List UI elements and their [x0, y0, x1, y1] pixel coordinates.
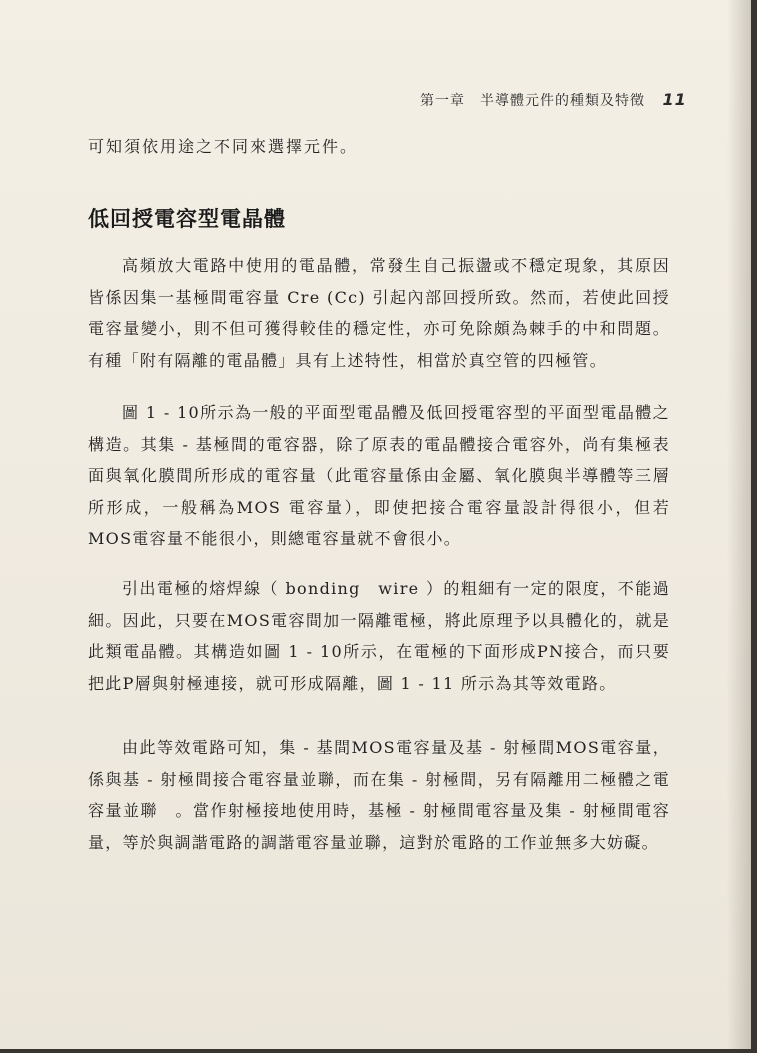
running-header — [420, 90, 687, 110]
lead-text: 可知須依用途之不同來選擇元件。 — [88, 137, 359, 156]
page-edge-shadow — [751, 0, 757, 1053]
paragraph-2: 圖 1 - 10所示為一般的平面型電晶體及低回授電容型的平面型電晶體之構造。其集 - 基極間的電容器，除了原表的電晶體接合電容外，尚有集極表面與氧化膜間所形成的電容量（此電容量係由金屬、氧化膜與半導體等三層所形成，一般稱為MOS 電容量），即使把接合電容量設計得很小，但若MOS電容量不能很小，則總電容量就不會很小。 — [88, 403, 670, 548]
page-number: 11 — [662, 90, 687, 109]
paragraph-1: 高頻放大電路中使用的電晶體，常發生自己振盪或不穩定現象，其原因皆係因集一基極間電容量 Cre (Cc) 引起內部回授所致。然而，若使此回授電容量變小，則不但可獲得較佳的穩定性，亦可免除頗為棘手的中和問題。有種「附有隔離的電晶體」具有上述特性，相當於真空管的四極管。 — [88, 256, 670, 370]
paragraph-4: 由此等效電路可知，集 - 基間MOS電容量及基 - 射極間MOS電容量，係與基 - 射極間接合電容量並聯，而在集 - 射極間，另有隔離用二極體之電容量並聯 。當作射極接地使用時，基極 - 射極間電容量及集 - 射極間電容量，等於與調諧電路的調諧電容量並聯，這對於電路的工作並無多大妨礙。 — [88, 738, 670, 852]
section-title: 低回授電容型電晶體 — [88, 207, 286, 231]
chapter-title: 第一章 半導體元件的種類及特徵 — [420, 93, 645, 109]
paragraph-3: 引出電極的熔焊線（ bonding wire ）的粗細有一定的限度，不能過細。因此，只要在MOS電容間加一隔離電極，將此原理予以具體化的，就是此類電晶體。其構造如圖 1 - 10所示，在電極的下面形成PN接合，而只要把此P層與射極連接，就可形成隔離，圖 1 - 11 所示為其等效電路。 — [88, 579, 670, 693]
page-bottom-edge — [0, 1049, 757, 1053]
